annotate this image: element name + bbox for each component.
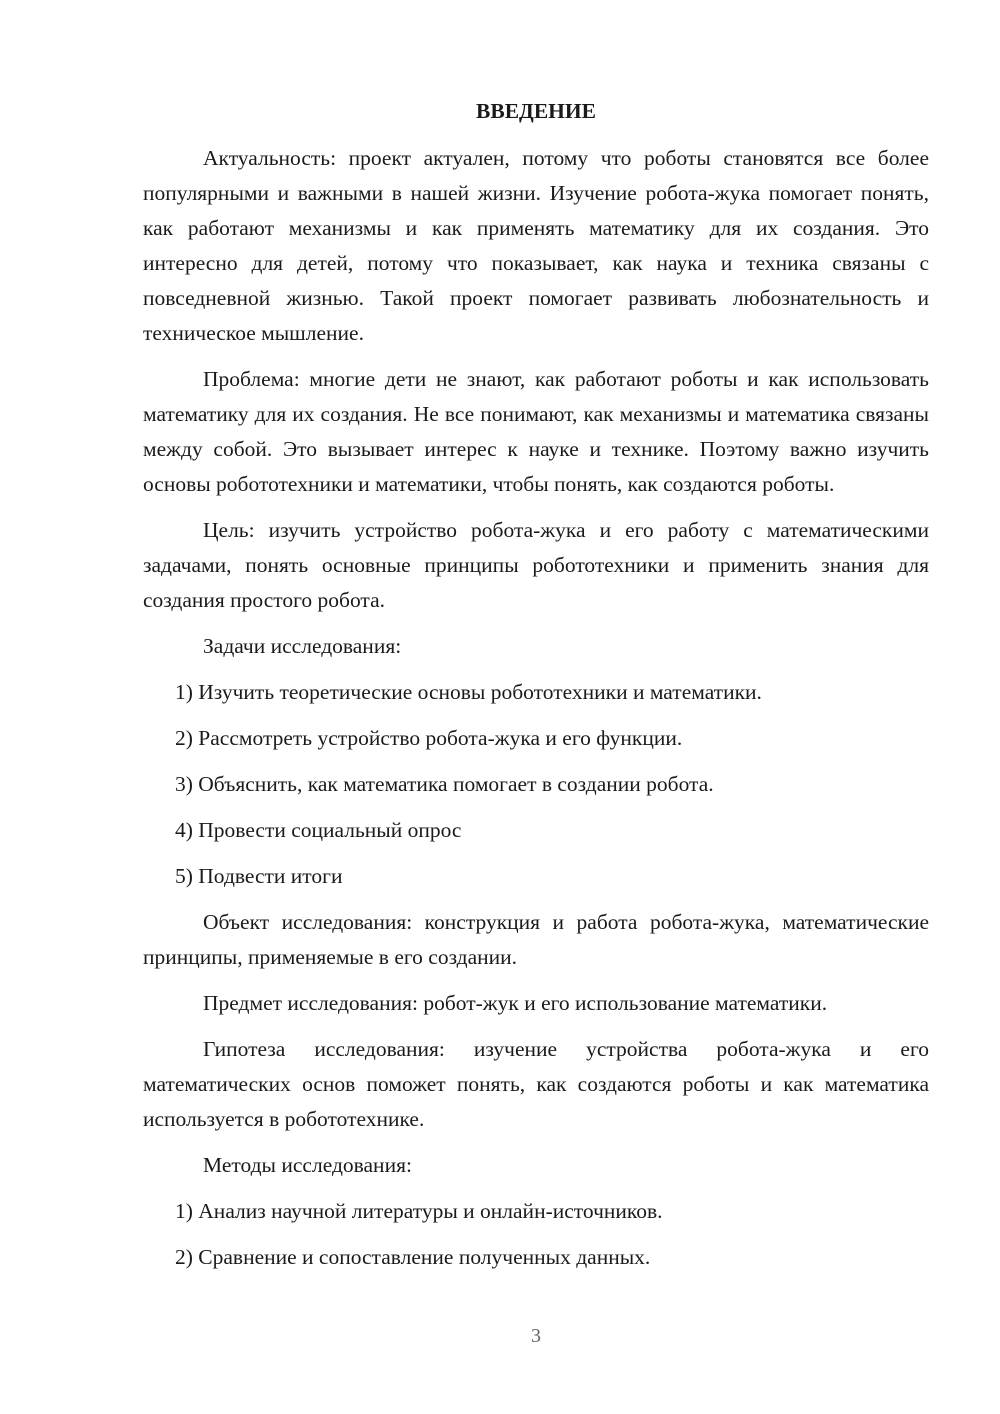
tasks-title: Задачи исследования: [203, 634, 402, 658]
object-paragraph: Объект исследования: конструкция и работа робота-жука, математические принципы, применяемые в его создании. [143, 910, 929, 969]
task-item: 3) Объяснить, как математика помогает в создании робота. [175, 772, 714, 796]
page-content [143, 94, 929, 1286]
task-item: 1) Изучить теоретические основы робототехники и математики. [175, 680, 762, 704]
method-item: 1) Анализ научной литературы и онлайн-источников. [175, 1199, 663, 1223]
hypothesis-paragraph: Гипотеза исследования: изучение устройства робота-жука и его математических основ поможет понять, как создаются роботы и как математика используется в робототехнике. [143, 1037, 929, 1131]
page-title: ВВЕДЕНИЕ [476, 99, 596, 123]
task-item: 2) Рассмотреть устройство робота-жука и его функции. [175, 726, 683, 750]
subject-paragraph: Предмет исследования: робот-жук и его использование математики. [203, 991, 828, 1015]
problem-paragraph: Проблема: многие дети не знают, как работают роботы и как использовать математику для их создания. Не все понимают, как механизмы и математика связаны между собой. Это вызывает интерес к науке и технике. Поэтому важно изучить основы робототехники и математики, чтобы понять, как создаются роботы. [143, 367, 929, 496]
relevance-paragraph: Актуальность: проект актуален, потому что роботы становятся все более популярными и важными в нашей жизни. Изучение робота-жука помогает понять, как работают механизмы и как применять математику для их создания. Это интересно для детей, потому что показывает, как наука и техника связаны с повседневной жизнью. Такой проект помогает развивать любознательность и техническое мышление. [143, 146, 929, 345]
task-item: 4) Провести социальный опрос [175, 818, 462, 842]
goal-paragraph: Цель: изучить устройство робота-жука и его работу с математическими задачами, понять основные принципы робототехники и применить знания для создания простого робота. [143, 518, 929, 612]
page-number: 3 [531, 1325, 541, 1347]
task-item: 5) Подвести итоги [175, 864, 343, 888]
methods-title: Методы исследования: [203, 1153, 412, 1177]
method-item: 2) Сравнение и сопоставление полученных данных. [175, 1245, 651, 1269]
